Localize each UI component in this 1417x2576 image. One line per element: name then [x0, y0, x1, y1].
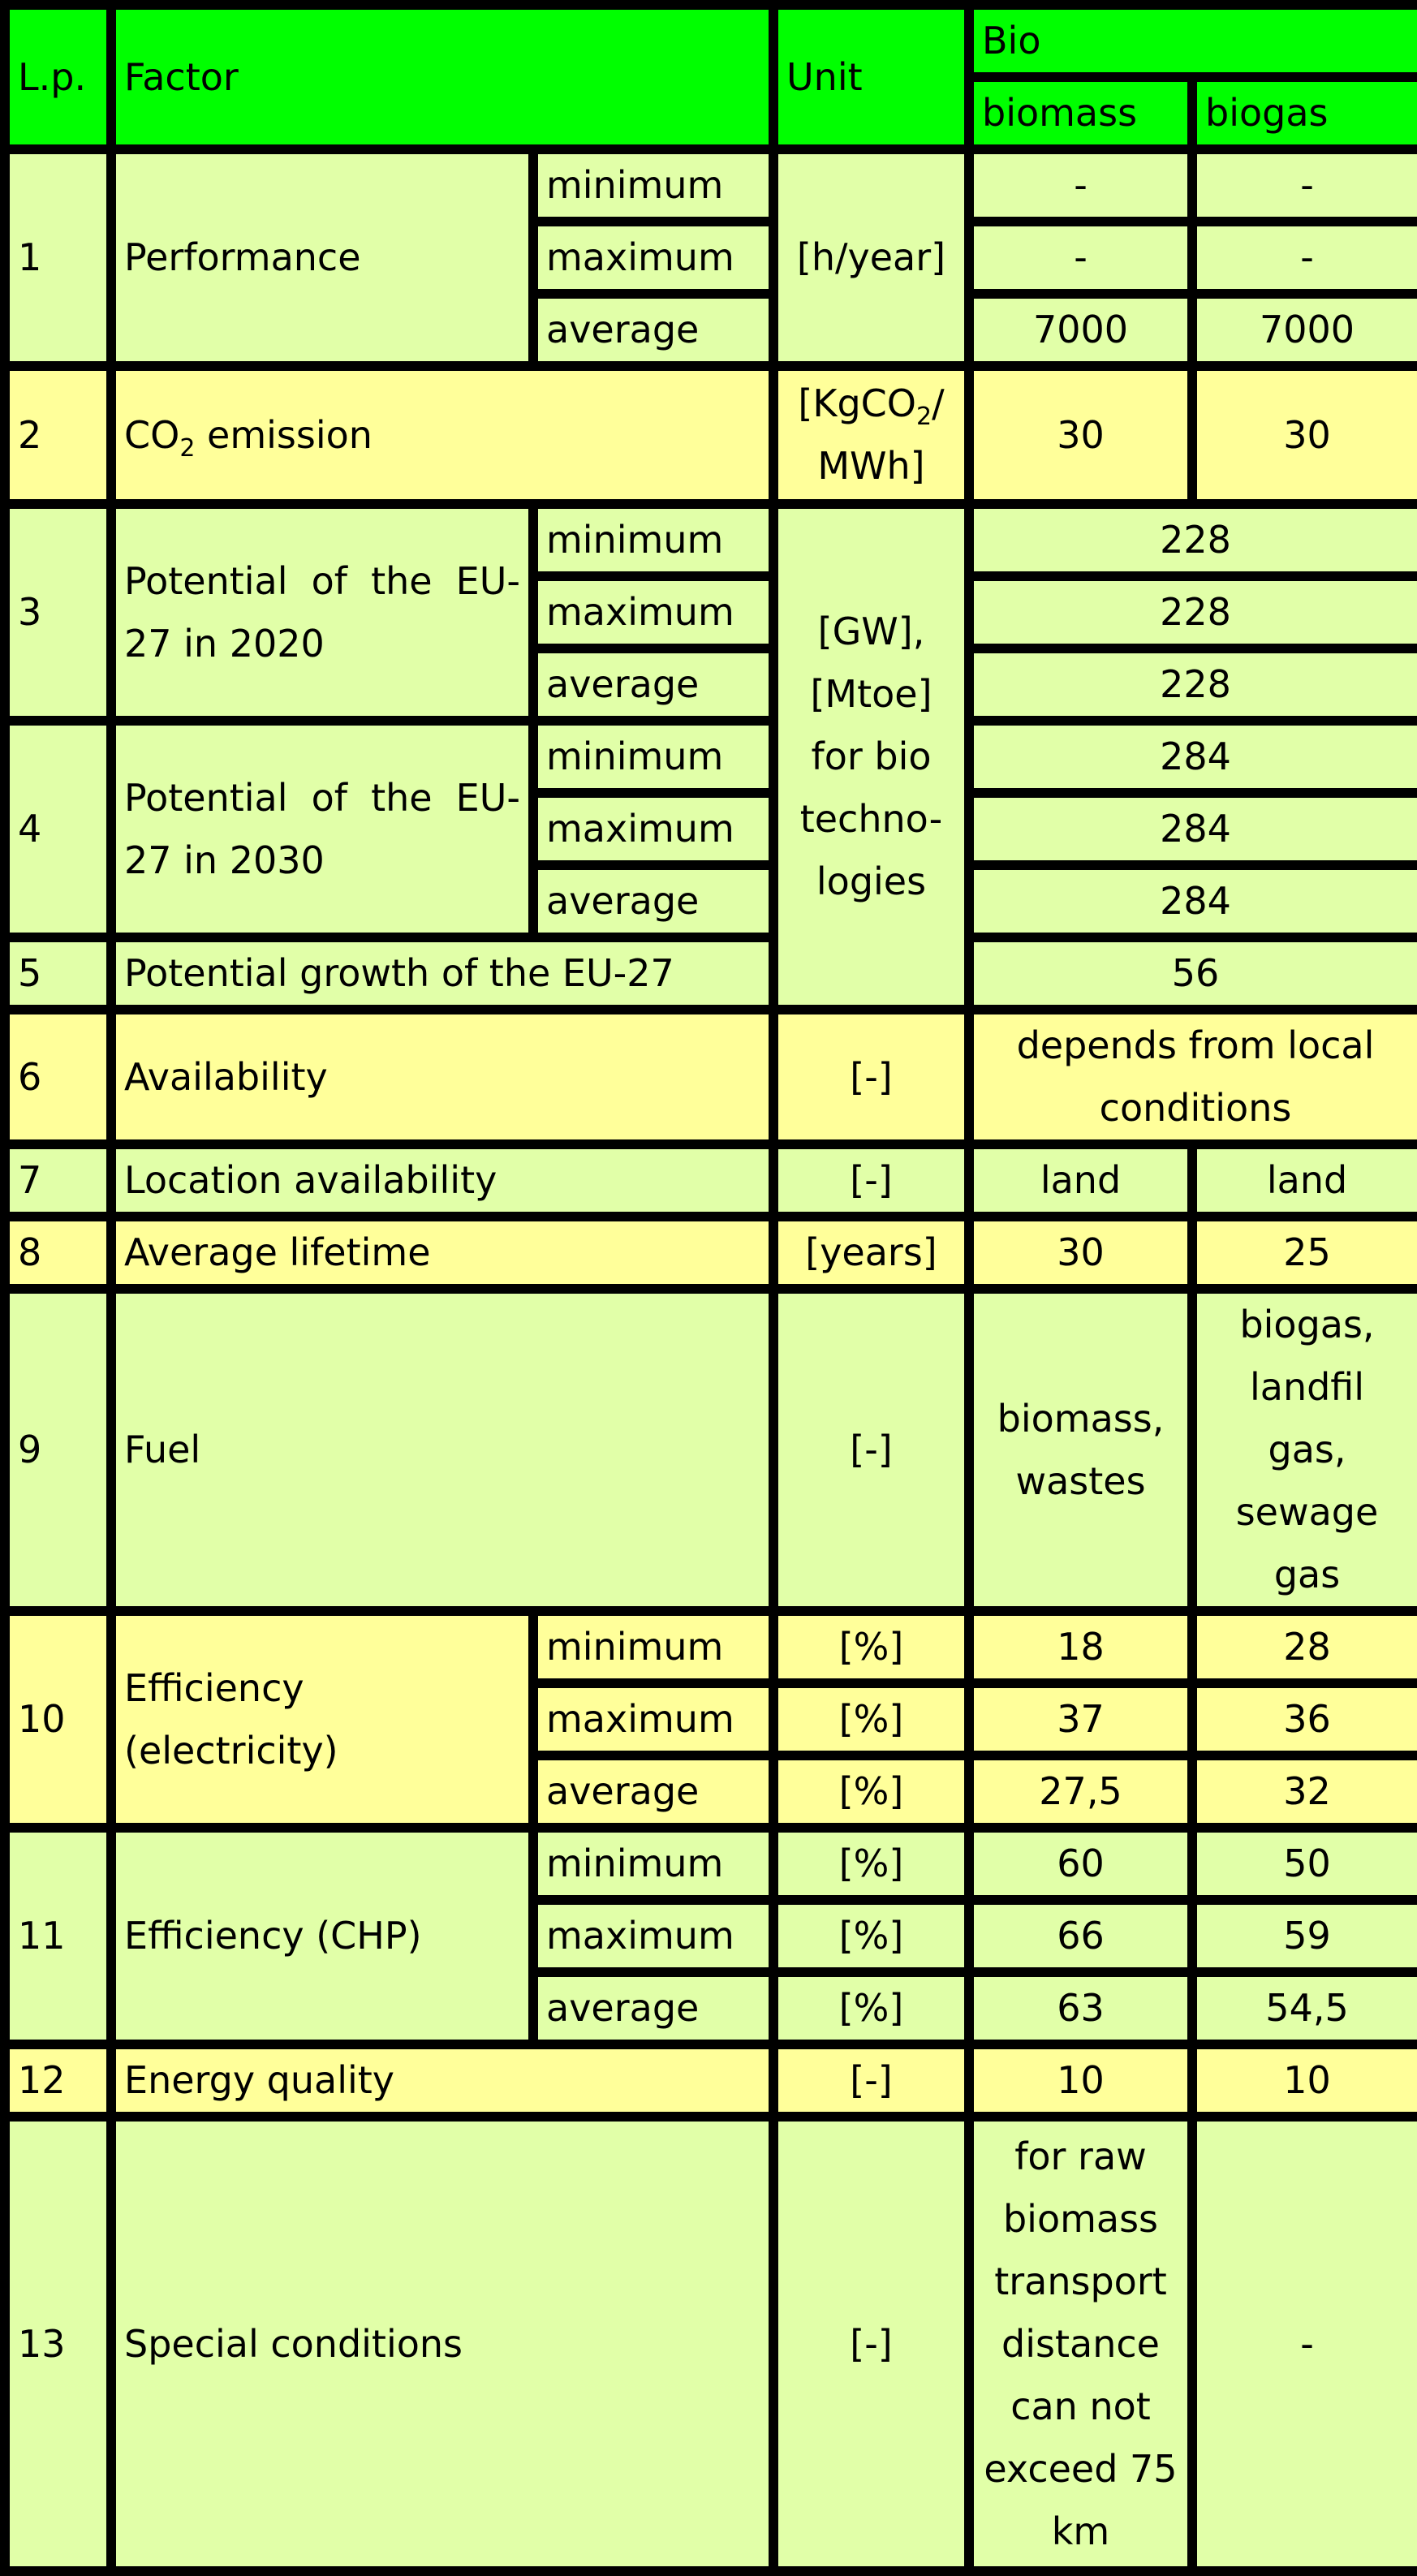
- row1-min-label: minimum: [533, 149, 773, 222]
- table-row: [5, 1289, 1417, 1611]
- row3-factor: Potential of the EU-27 in 2020: [111, 504, 533, 721]
- row1-min-biomass: -: [969, 149, 1192, 222]
- row11-avg-unit: [%]: [773, 1972, 969, 2044]
- row3-avg-label: average: [533, 648, 773, 721]
- row2-factor: $CO_2$ emission: [111, 366, 773, 504]
- row11-avg-biogas: 54,5: [1192, 1972, 1417, 2044]
- row1-max-biomass: -: [969, 222, 1192, 294]
- row5-factor: Potential growth of the EU-27: [111, 937, 773, 1010]
- header-lp: L.p.: [5, 5, 111, 149]
- table-row: [5, 937, 1417, 1010]
- table-row: [5, 366, 1417, 504]
- row3-min-label: minimum: [533, 504, 773, 576]
- row10-max-unit: [%]: [773, 1683, 969, 1755]
- rows3-5-shared-unit: [GW], [Mtoe] for bio techno- logies: [773, 504, 969, 1010]
- row12-lp: 12: [5, 2044, 111, 2117]
- row3-max-value: 228: [969, 576, 1417, 648]
- row10-min-unit: [%]: [773, 1611, 969, 1683]
- row6-value: depends from local conditions: [969, 1010, 1417, 1144]
- row1-avg-biogas: 7000: [1192, 294, 1417, 366]
- row4-lp: 4: [5, 721, 111, 937]
- row1-max-label: maximum: [533, 222, 773, 294]
- row5-value: 56: [969, 937, 1417, 1010]
- row11-max-unit: [%]: [773, 1900, 969, 1972]
- row9-biogas: biogas, landfil gas, sewage gas: [1192, 1289, 1417, 1611]
- row1-avg-label: average: [533, 294, 773, 366]
- row8-biogas: 25: [1192, 1217, 1417, 1289]
- row3-min-value: 228: [969, 504, 1417, 576]
- row2-biomass: 30: [969, 366, 1192, 504]
- row9-factor: Fuel: [111, 1289, 773, 1611]
- row10-min-biomass: 18: [969, 1611, 1192, 1683]
- row1-avg-biomass: 7000: [969, 294, 1192, 366]
- row11-factor: Efficiency (CHP): [111, 1828, 533, 2044]
- header-unit: Unit: [773, 5, 969, 149]
- row13-factor: Special conditions: [111, 2117, 773, 2571]
- row4-avg-label: average: [533, 865, 773, 937]
- row2-biogas: 30: [1192, 366, 1417, 504]
- row11-min-biomass: 60: [969, 1828, 1192, 1900]
- row4-max-value: 284: [969, 793, 1417, 865]
- row12-unit: [-]: [773, 2044, 969, 2117]
- row12-biomass: 10: [969, 2044, 1192, 2117]
- row13-lp: 13: [5, 2117, 111, 2571]
- row9-unit: [-]: [773, 1289, 969, 1611]
- row10-min-label: minimum: [533, 1611, 773, 1683]
- table-row: [5, 504, 1417, 576]
- table-row: [5, 2117, 1417, 2571]
- table-row: [5, 1010, 1417, 1144]
- row6-unit: [-]: [773, 1010, 969, 1144]
- header-factor: Factor: [111, 5, 773, 149]
- row7-lp: 7: [5, 1144, 111, 1217]
- row8-lp: 8: [5, 1217, 111, 1289]
- row1-factor: Performance: [111, 149, 533, 366]
- header-biogas: biogas: [1192, 77, 1417, 149]
- row10-avg-biogas: 32: [1192, 1755, 1417, 1828]
- row7-unit: [-]: [773, 1144, 969, 1217]
- row9-lp: 9: [5, 1289, 111, 1611]
- row8-unit: [years]: [773, 1217, 969, 1289]
- row1-max-biogas: -: [1192, 222, 1417, 294]
- row12-biogas: 10: [1192, 2044, 1417, 2117]
- row13-biomass: for raw biomass transport distance can not exceed 75 km: [969, 2117, 1192, 2571]
- row10-max-biogas: 36: [1192, 1683, 1417, 1755]
- row2-lp: 2: [5, 366, 111, 504]
- row4-max-label: maximum: [533, 793, 773, 865]
- row10-avg-label: average: [533, 1755, 773, 1828]
- table-row: [5, 1828, 1417, 1900]
- row4-avg-value: 284: [969, 865, 1417, 937]
- row3-lp: 3: [5, 504, 111, 721]
- row10-factor: Efficiency (electricity): [111, 1611, 533, 1828]
- row10-lp: 10: [5, 1611, 111, 1828]
- table-row: [5, 1217, 1417, 1289]
- row11-max-label: maximum: [533, 1900, 773, 1972]
- row4-min-label: minimum: [533, 721, 773, 793]
- row11-avg-label: average: [533, 1972, 773, 2044]
- header-row-1: [5, 5, 1417, 77]
- row10-max-biomass: 37: [969, 1683, 1192, 1755]
- row10-min-biogas: 28: [1192, 1611, 1417, 1683]
- table-row: [5, 2044, 1417, 2117]
- row13-biogas: -: [1192, 2117, 1417, 2571]
- row2-unit: [KgCO$_2$/ MWh]: [773, 366, 969, 504]
- row11-avg-biomass: 63: [969, 1972, 1192, 2044]
- row11-lp: 11: [5, 1828, 111, 2044]
- table-row: [5, 1144, 1417, 1217]
- row7-factor: Location availability: [111, 1144, 773, 1217]
- row7-biogas: land: [1192, 1144, 1417, 1217]
- row3-max-label: maximum: [533, 576, 773, 648]
- row4-factor: Potential of the EU-27 in 2030: [111, 721, 533, 937]
- row10-avg-unit: [%]: [773, 1755, 969, 1828]
- header-biomass: biomass: [969, 77, 1192, 149]
- row6-factor: Availability: [111, 1010, 773, 1144]
- row11-max-biomass: 66: [969, 1900, 1192, 1972]
- row6-lp: 6: [5, 1010, 111, 1144]
- row10-avg-biomass: 27,5: [969, 1755, 1192, 1828]
- row13-unit: [-]: [773, 2117, 969, 2571]
- row7-biomass: land: [969, 1144, 1192, 1217]
- row9-biomass: biomass, wastes: [969, 1289, 1192, 1611]
- table-row: [5, 721, 1417, 793]
- table-row: [5, 1611, 1417, 1683]
- row3-avg-value: 228: [969, 648, 1417, 721]
- row8-factor: Average lifetime: [111, 1217, 773, 1289]
- row1-lp: 1: [5, 149, 111, 366]
- row8-biomass: 30: [969, 1217, 1192, 1289]
- row11-max-biogas: 59: [1192, 1900, 1417, 1972]
- row11-min-unit: [%]: [773, 1828, 969, 1900]
- row4-min-value: 284: [969, 721, 1417, 793]
- row11-min-biogas: 50: [1192, 1828, 1417, 1900]
- row5-lp: 5: [5, 937, 111, 1010]
- row10-max-label: maximum: [533, 1683, 773, 1755]
- row12-factor: Energy quality: [111, 2044, 773, 2117]
- row11-min-label: minimum: [533, 1828, 773, 1900]
- row1-min-biogas: -: [1192, 149, 1417, 222]
- table-row: [5, 149, 1417, 222]
- row1-unit: [h/year]: [773, 149, 969, 366]
- header-bio-group: Bio: [969, 5, 1417, 77]
